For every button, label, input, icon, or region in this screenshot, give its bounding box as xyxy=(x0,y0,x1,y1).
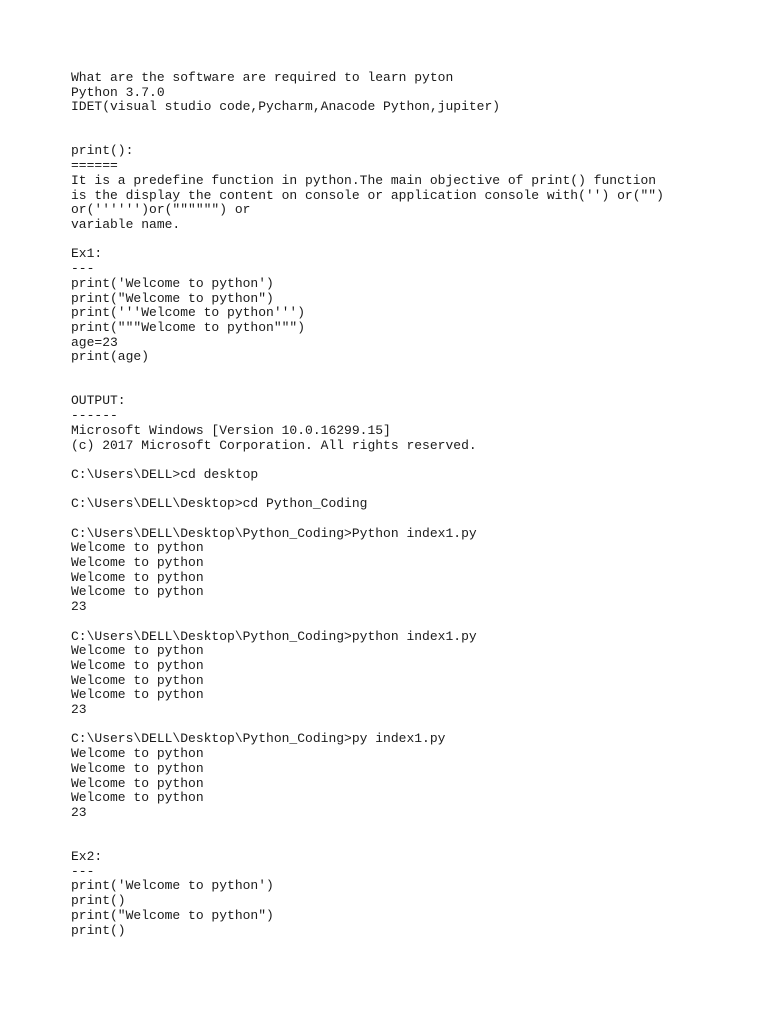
document-line: print('Welcome to python') xyxy=(71,275,274,291)
document-line: Welcome to python xyxy=(71,672,204,688)
document-line: print("""Welcome to python""") xyxy=(71,319,306,335)
document-line: print('Welcome to python') xyxy=(71,878,274,894)
document-line: print(age) xyxy=(71,349,150,365)
document-line: 23 xyxy=(71,805,87,820)
document-line: Welcome to python xyxy=(71,760,204,776)
document-line: What are the software are required to learn pyton xyxy=(71,70,454,85)
document-line: 23 xyxy=(71,702,87,718)
document-line: (c) 2017 Microsoft Corporation. All rights reserved. xyxy=(71,437,477,453)
document-line: C:\Users\DELL\Desktop\Python_Coding>Python index1.py xyxy=(71,525,477,541)
document-line: Welcome to python xyxy=(71,569,204,585)
document-line xyxy=(71,233,664,248)
document-line xyxy=(71,365,664,380)
document-line: Welcome to python xyxy=(71,746,204,762)
document-line: print(): xyxy=(71,143,134,159)
document-line: ====== xyxy=(71,158,118,174)
document-line xyxy=(71,130,664,145)
document-line: OUTPUT: xyxy=(71,393,126,409)
document-line: print() xyxy=(71,893,126,909)
document-line: Microsoft Windows [Version 10.0.16299.15] xyxy=(71,422,391,438)
document-line: C:\Users\DELL\Desktop\Python_Coding>python index1.py xyxy=(71,628,477,644)
document-line: ------ xyxy=(71,408,118,424)
document-line: Welcome to python xyxy=(71,687,204,703)
document-line: Ex1: xyxy=(71,246,103,262)
document-line: IDET(visual studio code,Pycharm,Anacode Python,jupiter) xyxy=(71,99,501,115)
document-line: Welcome to python xyxy=(71,584,204,600)
document-line xyxy=(71,512,664,527)
document-line xyxy=(71,821,664,836)
document-line: print("Welcome to python") xyxy=(71,290,274,306)
document-line xyxy=(71,483,664,498)
document-line xyxy=(71,115,664,130)
document-line: Welcome to python xyxy=(71,540,204,556)
document-line: print() xyxy=(71,922,126,938)
document-line: Welcome to python xyxy=(71,555,204,571)
document-text xyxy=(71,71,664,938)
document-line: Welcome to python xyxy=(71,790,204,806)
document-line: variable name. xyxy=(71,217,181,232)
document-line: Welcome to python xyxy=(71,657,204,673)
document-line: C:\Users\DELL\Desktop\Python_Coding>py index1.py xyxy=(71,731,446,747)
document-line xyxy=(71,615,664,630)
document-line: is the display the content on console or application console with('') or("") xyxy=(71,187,664,203)
document-line: Welcome to python xyxy=(71,775,204,791)
document-line xyxy=(71,718,664,733)
document-line: C:\Users\DELL\Desktop>cd Python_Coding xyxy=(71,496,368,512)
document-line: C:\Users\DELL>cd desktop xyxy=(71,466,259,482)
document-line xyxy=(71,380,664,395)
document-line: or('''''')or("""""") or xyxy=(71,202,251,218)
document-line xyxy=(71,453,664,468)
document-line: print('''Welcome to python''') xyxy=(71,305,306,321)
document-line: Ex2: xyxy=(71,849,103,865)
document-line: print("Welcome to python") xyxy=(71,907,274,923)
document-line: --- xyxy=(71,863,95,879)
document-line xyxy=(71,835,664,850)
document-line: 23 xyxy=(71,599,87,615)
document-line: Welcome to python xyxy=(71,643,204,659)
document-line: --- xyxy=(71,261,95,277)
document-line: Python 3.7.0 xyxy=(71,84,165,100)
document-line: It is a predefine function in python.The main objective of print() function xyxy=(71,172,657,188)
document-line: age=23 xyxy=(71,334,118,350)
